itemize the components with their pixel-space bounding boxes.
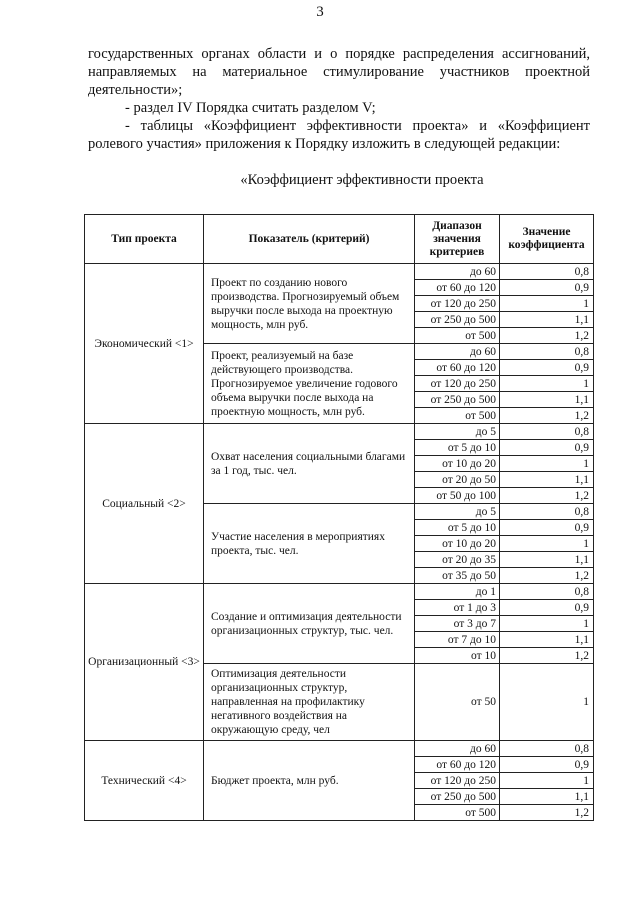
table-header-row — [85, 215, 594, 264]
header-value: Значение коэффициента — [500, 215, 594, 264]
table-row — [85, 741, 594, 757]
range-cell: от 500 — [415, 408, 500, 424]
range-cell: от 500 — [415, 805, 500, 821]
range-cell: от 120 до 250 — [415, 376, 500, 392]
coefficient-value-cell: 0,9 — [500, 280, 594, 296]
coefficient-value-cell: 1 — [500, 456, 594, 472]
project-type-cell: Социальный <2> — [85, 424, 204, 584]
page-number: 3 — [316, 4, 324, 20]
range-cell: от 250 до 500 — [415, 312, 500, 328]
range-cell: от 3 до 7 — [415, 616, 500, 632]
range-cell: от 60 до 120 — [415, 280, 500, 296]
coefficient-value-cell: 0,9 — [500, 360, 594, 376]
project-type-cell: Технический <4> — [85, 741, 204, 821]
range-cell: от 120 до 250 — [415, 773, 500, 789]
table-title: «Коэффициент эффективности проекта — [240, 172, 484, 188]
range-cell: от 50 — [415, 664, 500, 741]
coefficient-value-cell: 1 — [500, 376, 594, 392]
coefficient-table — [84, 214, 594, 821]
intro-line-3: деятельности»; — [88, 82, 183, 98]
coefficient-value-cell: 1,2 — [500, 805, 594, 821]
range-cell: до 60 — [415, 741, 500, 757]
coefficient-value-cell: 1,1 — [500, 632, 594, 648]
range-cell: от 7 до 10 — [415, 632, 500, 648]
coefficient-value-cell: 1 — [500, 536, 594, 552]
range-cell: от 250 до 500 — [415, 789, 500, 805]
coefficient-value-cell: 1 — [500, 616, 594, 632]
range-cell: от 60 до 120 — [415, 360, 500, 376]
table-row — [85, 584, 594, 600]
header-type: Тип проекта — [85, 215, 204, 264]
intro-line-2: направляемых на материальное стимулирование участников проектной — [88, 64, 590, 80]
coefficient-value-cell: 1 — [500, 664, 594, 741]
range-cell: до 60 — [415, 344, 500, 360]
range-cell: до 5 — [415, 504, 500, 520]
range-cell: от 5 до 10 — [415, 440, 500, 456]
coefficient-value-cell: 1 — [500, 773, 594, 789]
indicator-cell: Охват населения социальными благами за 1 год, тыс. чел. — [204, 424, 415, 504]
coefficient-value-cell: 0,9 — [500, 600, 594, 616]
coefficient-value-cell: 1,1 — [500, 472, 594, 488]
range-cell: от 10 до 20 — [415, 456, 500, 472]
intro-line-1: государственных органах области и о порядке распределения ассигнований, — [88, 46, 590, 62]
coefficient-value-cell: 0,8 — [500, 584, 594, 600]
coefficient-value-cell: 1,2 — [500, 488, 594, 504]
range-cell: от 10 до 20 — [415, 536, 500, 552]
coefficient-value-cell: 0,9 — [500, 757, 594, 773]
coefficient-value-cell: 1,2 — [500, 328, 594, 344]
header-range: Диапазон значения критериев — [415, 215, 500, 264]
range-cell: от 35 до 50 — [415, 568, 500, 584]
range-cell: от 5 до 10 — [415, 520, 500, 536]
coefficient-value-cell: 1,2 — [500, 648, 594, 664]
indicator-cell: Проект, реализуемый на базе действующего производства. Прогнозируемое увеличение годового объема выручки после выхода на проектную мощность, млн руб. — [204, 344, 415, 424]
coefficient-value-cell: 1,1 — [500, 789, 594, 805]
range-cell: от 120 до 250 — [415, 296, 500, 312]
bullet-tables-line-2: ролевого участия» приложения к Порядку изложить в следующей редакции: — [88, 136, 561, 152]
range-cell: от 60 до 120 — [415, 757, 500, 773]
bullet-section-renumber: - раздел IV Порядка считать разделом V; — [125, 100, 376, 116]
coefficient-value-cell: 1,1 — [500, 392, 594, 408]
coefficient-value-cell: 1,2 — [500, 568, 594, 584]
range-cell: от 20 до 50 — [415, 472, 500, 488]
coefficient-value-cell: 1 — [500, 296, 594, 312]
coefficient-value-cell: 1,2 — [500, 408, 594, 424]
range-cell: от 10 — [415, 648, 500, 664]
coefficient-value-cell: 0,8 — [500, 264, 594, 280]
coefficient-value-cell: 0,8 — [500, 741, 594, 757]
coefficient-value-cell: 0,9 — [500, 440, 594, 456]
range-cell: от 50 до 100 — [415, 488, 500, 504]
indicator-cell: Проект по созданию нового производства. Прогнозируемый объем выручки после выхода на проектную мощность, млн руб. — [204, 264, 415, 344]
indicator-cell: Оптимизация деятельности организационных структур, направленная на профилактику негативного воздействия на окружающую среду, чел — [204, 664, 415, 741]
range-cell: до 5 — [415, 424, 500, 440]
project-type-cell: Организационный <3> — [85, 584, 204, 741]
coefficient-value-cell: 1,1 — [500, 312, 594, 328]
bullet-tables-line-1: - таблицы «Коэффициент эффективности проекта» и «Коэффициент — [125, 118, 590, 134]
table-row — [85, 264, 594, 280]
indicator-cell: Бюджет проекта, млн руб. — [204, 741, 415, 821]
coefficient-value-cell: 0,8 — [500, 424, 594, 440]
coefficient-value-cell: 1,1 — [500, 552, 594, 568]
coefficient-value-cell: 0,8 — [500, 504, 594, 520]
range-cell: от 1 до 3 — [415, 600, 500, 616]
range-cell: до 60 — [415, 264, 500, 280]
header-indicator: Показатель (критерий) — [204, 215, 415, 264]
range-cell: от 20 до 35 — [415, 552, 500, 568]
project-type-cell: Экономический <1> — [85, 264, 204, 424]
range-cell: от 500 — [415, 328, 500, 344]
range-cell: от 250 до 500 — [415, 392, 500, 408]
coefficient-value-cell: 0,8 — [500, 344, 594, 360]
indicator-cell: Создание и оптимизация деятельности организационных структур, тыс. чел. — [204, 584, 415, 664]
range-cell: до 1 — [415, 584, 500, 600]
indicator-cell: Участие населения в мероприятиях проекта, тыс. чел. — [204, 504, 415, 584]
table-row — [85, 424, 594, 440]
coefficient-value-cell: 0,9 — [500, 520, 594, 536]
